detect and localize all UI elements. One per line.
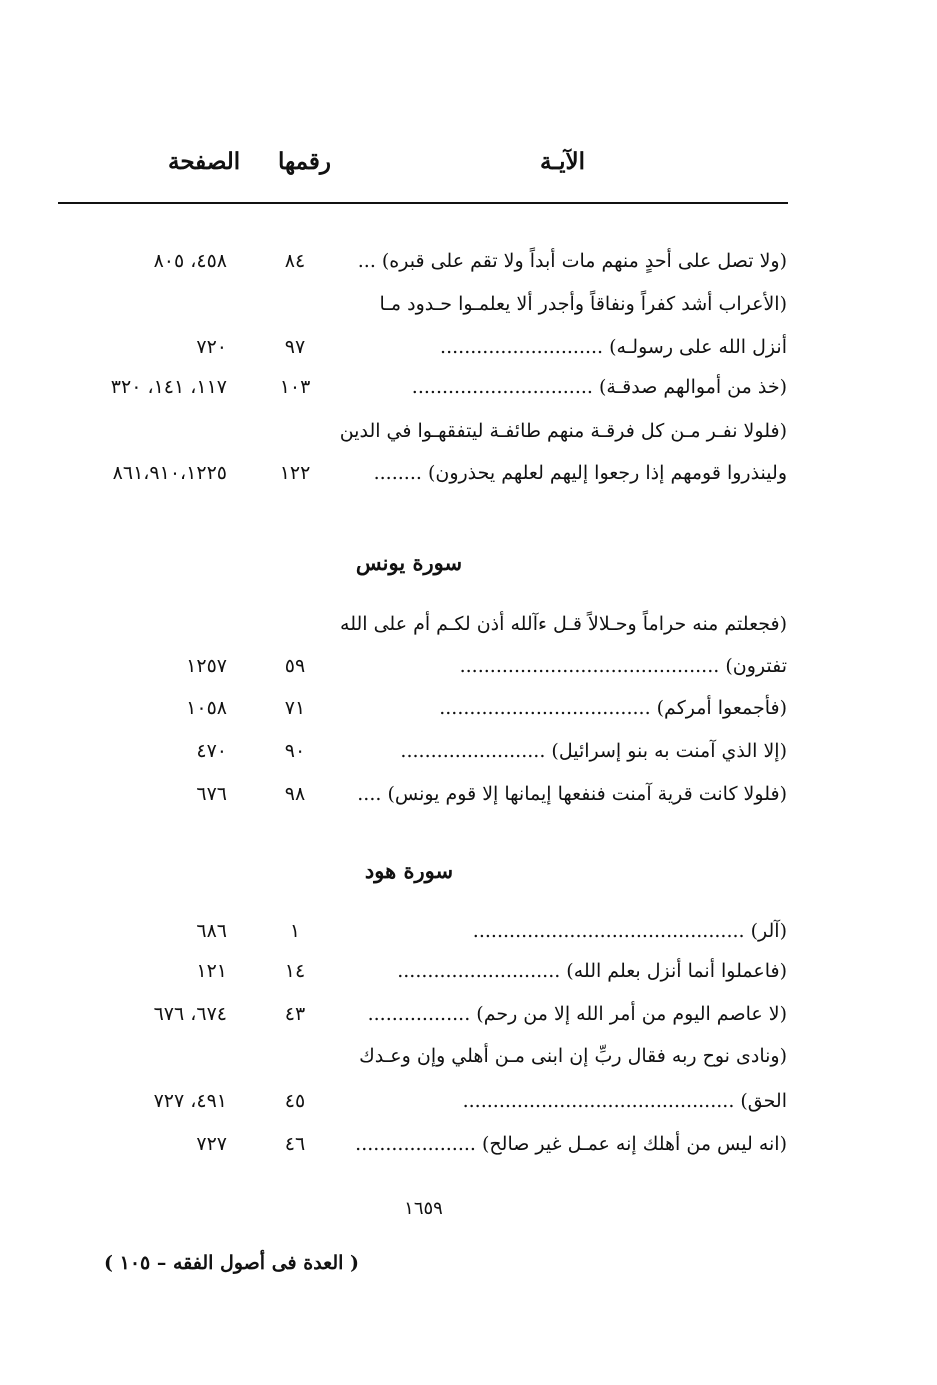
verse-text: تفترون) ........................................... (459, 655, 787, 677)
verse-number: ١٤ (284, 960, 306, 982)
verse-number: ٤٣ (284, 1003, 306, 1025)
verse-number: ١ (289, 920, 301, 942)
page-references: ٦٧٤، ٦٧٦ (153, 1003, 227, 1025)
verse-number: ١٠٣ (279, 376, 311, 398)
list-item (0, 920, 937, 960)
page-references: ١٠٥٨ (186, 697, 227, 719)
verse-number: ١٢٢ (279, 462, 311, 484)
page-column-header: الصفحة (168, 148, 241, 175)
page-references: ٤٥٨، ٨٠٥ (153, 250, 227, 272)
verse-number: ٤٥ (284, 1090, 306, 1112)
page-references: ٦٨٦ (196, 920, 227, 942)
verse-text: (ولا تصل على أحدٍ منهم مات أبداً ولا تقم على قبره) ... (357, 250, 787, 272)
verse-text: أنزل الله على رسولـه) ........................... (440, 336, 787, 358)
verse-text: (الأعراب أشد كفراً ونفاقاً وأجدر ألا يعلمـوا حـدود مـا (379, 293, 787, 315)
list-item (0, 462, 937, 502)
verse-text: (فأجمعوا أمركم) ................................... (439, 697, 787, 719)
page-references: ١٢٥٧ (186, 655, 227, 677)
section-title-hud: سورة هود (364, 858, 454, 883)
page-references: ٨٦١،٩١٠،١٢٢٥ (112, 462, 227, 484)
page-references: ٦٧٦ (196, 783, 227, 805)
list-item (0, 336, 937, 376)
verse-number: ٩٧ (284, 336, 306, 358)
verse-text: (فجعلتم منه حراماً وحـلالاً قـل ءآلله أذن لكـم أم على الله (340, 613, 787, 635)
list-item (0, 250, 937, 290)
verse-number: ٩٠ (284, 740, 306, 762)
list-item (0, 420, 937, 460)
list-item (0, 1133, 937, 1173)
verse-text: (إلا الذي آمنت به بنو إسرائيل) ........................ (400, 740, 787, 762)
verse-number: ٩٨ (284, 783, 306, 805)
verse-text: الحق) ............................................. (462, 1090, 787, 1112)
list-item (0, 293, 937, 333)
list-item (0, 376, 937, 416)
header-divider (58, 202, 788, 204)
page-references: ٤٧٠ (196, 740, 227, 762)
page-references: ١١٧، ١٤١، ٣٢٠ (110, 376, 227, 398)
verse-number: ٧١ (284, 697, 306, 719)
verse-text: ولينذروا قومهم إذا رجعوا إليهم لعلهم يحذرون) ........ (373, 462, 787, 484)
verse-number: ٨٤ (284, 250, 306, 272)
verse-text: (لا عاصم اليوم من أمر الله إلا من رحم) ................. (367, 1003, 787, 1025)
verse-text: (فاعملوا أنما أنزل بعلم الله) ........................... (397, 960, 787, 982)
verse-text: (خذ من أموالهم صدقـة) .............................. (411, 376, 787, 398)
list-item (0, 1045, 937, 1085)
list-item (0, 613, 937, 653)
list-item (0, 1003, 937, 1043)
list-item (0, 1090, 937, 1130)
number-column-header: رقمها (278, 148, 332, 175)
verse-number: ٥٩ (284, 655, 306, 677)
list-item (0, 960, 937, 1000)
page-number: ١٦٥٩ (404, 1198, 443, 1219)
verse-text: (ونادى نوح ربه فقال ربِّ إن ابنى مـن أهلي وإن وعـدك (359, 1045, 787, 1067)
footer-signature: ( العدة فى أصول الفقه – ١٠٥ ) (104, 1252, 360, 1274)
verse-text: (انه ليس من أهلك إنه عمـل غير صالح) .................... (355, 1133, 787, 1155)
verse-number: ٤٦ (284, 1133, 306, 1155)
verse-text: (آلر) ............................................. (472, 920, 787, 942)
list-item (0, 783, 937, 823)
verse-text: (فلولا نفـر مـن كل فرقـة منهم طائفـة ليتفقهـوا في الدين (339, 420, 787, 442)
verse-text: (فلولا كانت قرية آمنت فنفعها إيمانها إلا قوم يونس) .... (357, 783, 787, 805)
verse-column-header: الآيـة (540, 148, 585, 175)
list-item (0, 655, 937, 695)
page-references: ٤٩١، ٧٢٧ (153, 1090, 227, 1112)
list-item (0, 740, 937, 780)
section-title-yunus: سورة يونس (355, 550, 463, 575)
page-references: ١٢١ (196, 960, 227, 982)
list-item (0, 697, 937, 737)
page-references: ٧٢٠ (196, 336, 227, 358)
page-references: ٧٢٧ (196, 1133, 227, 1155)
